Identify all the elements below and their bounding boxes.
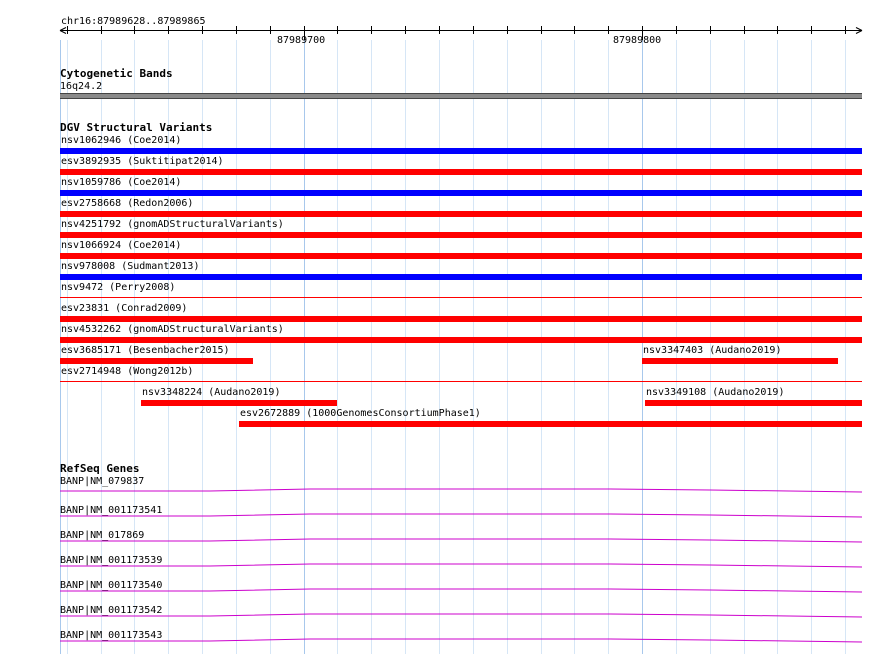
variant-label[interactable]: nsv1066924 (Coe2014) [61,240,182,251]
gene-line[interactable] [60,489,862,492]
track-title: Cytogenetic Bands [60,67,173,80]
gene-label[interactable]: BANP|NM_001173542 [60,605,163,616]
variant-label[interactable]: nsv3349108 (Audano2019) [646,387,785,398]
gene-line[interactable] [60,639,862,642]
track-title: DGV Structural Variants [60,121,213,134]
location-label: chr16:87989628..87989865 [61,16,206,27]
tick-label: 87989700 [277,35,326,46]
variant-label[interactable]: nsv978008 (Sudmant2013) [61,261,200,272]
gene-line[interactable] [60,564,862,567]
gene-line[interactable] [60,539,862,542]
gene-line[interactable] [60,589,862,592]
track-title: RefSeq Genes [60,462,140,475]
variant-label[interactable]: nsv9472 (Perry2008) [61,282,176,293]
gene-line[interactable] [60,614,862,617]
gene-label[interactable]: BANP|NM_001173543 [60,630,163,641]
gene-label[interactable]: BANP|NM_001173539 [60,555,163,566]
gene-label[interactable]: BANP|NM_001173541 [60,505,163,516]
variant-label[interactable]: nsv3348224 (Audano2019) [142,387,281,398]
tick-label: 87989800 [613,35,662,46]
variant-label[interactable]: esv3685171 (Besenbacher2015) [61,345,230,356]
gene-label[interactable]: BANP|NM_001173540 [60,580,163,591]
variant-label[interactable]: esv2714948 (Wong2012b) [61,366,194,377]
variant-label[interactable]: nsv4532262 (gnomADStructuralVariants) [61,324,284,335]
variant-label[interactable]: nsv3347403 (Audano2019) [643,345,782,356]
variant-label[interactable]: esv23831 (Conrad2009) [61,303,188,314]
variant-label[interactable]: esv2758668 (Redon2006) [61,198,194,209]
gene-label[interactable]: BANP|NM_079837 [60,476,145,487]
variant-label[interactable]: nsv1059786 (Coe2014) [61,177,182,188]
variant-label[interactable]: nsv1062946 (Coe2014) [61,135,182,146]
gene-line[interactable] [60,514,862,517]
band-label[interactable]: 16q24.2 [60,81,103,92]
gene-label[interactable]: BANP|NM_017869 [60,530,145,541]
variant-label[interactable]: esv2672889 (1000GenomesConsortiumPhase1) [240,408,481,419]
variant-label[interactable]: esv3892935 (Suktitipat2014) [61,156,224,167]
variant-label[interactable]: nsv4251792 (gnomADStructuralVariants) [61,219,284,230]
